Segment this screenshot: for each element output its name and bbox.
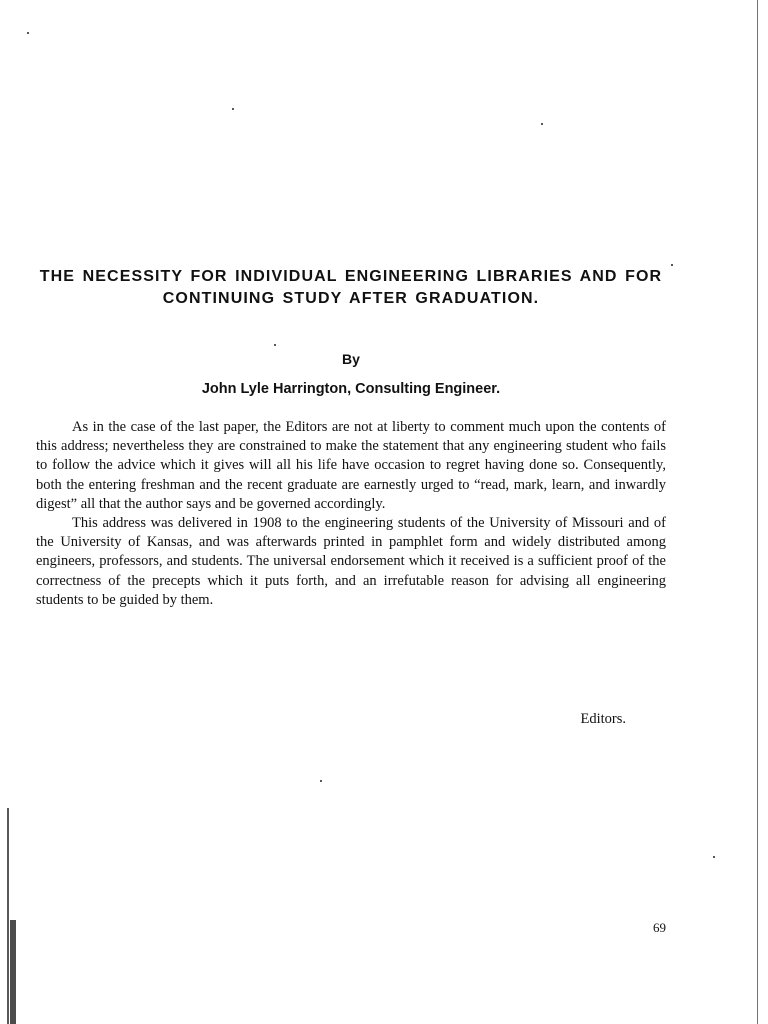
paragraph-2: This address was delivered in 1908 to the engineering students of the University of Missouri and of the University of Kansas, and was afterwards printed in pamphlet form and widely distributed among engineers, professors, and students. The universal endorsement which it received is a sufficient proof of the correctness of the precepts which it puts forth, and an irrefutable reason for advising all engineering students to be guided by them. [36, 515, 666, 608]
scan-speck [541, 123, 543, 125]
paragraph-1: As in the case of the last paper, the Editors are not at liberty to comment much upon the contents of this address; nevertheless they are constrained to make the statement that any engineering student who fails to follow the advice which it gives will all his life have occasion to regret having done so. Consequently, both the entering freshman and the recent graduate are earnestly urged to “read, mark, learn, and inwardly digest” all that the author says and be governed accordingly. [36, 419, 666, 512]
editors-signature: Editors. [580, 711, 626, 727]
scan-edge-right [757, 0, 758, 1024]
editorial-note [36, 418, 666, 610]
scan-speck [320, 780, 322, 782]
scan-edge-left-thick [10, 920, 16, 1024]
scan-edge-left [7, 808, 9, 1024]
scan-speck [274, 344, 276, 346]
author-line: John Lyle Harrington, Consulting Engineer. [201, 381, 501, 397]
scan-speck [713, 856, 715, 858]
scan-speck [27, 32, 29, 34]
article-title: THE NECESSITY FOR INDIVIDUAL ENGINEERING LIBRARIES AND FOR CONTINUING STUDY AFTER GRADUATION. [39, 268, 663, 307]
scan-speck [671, 264, 673, 266]
byline: By [342, 351, 360, 367]
scan-speck [232, 108, 234, 110]
page-number: 69 [653, 920, 666, 935]
